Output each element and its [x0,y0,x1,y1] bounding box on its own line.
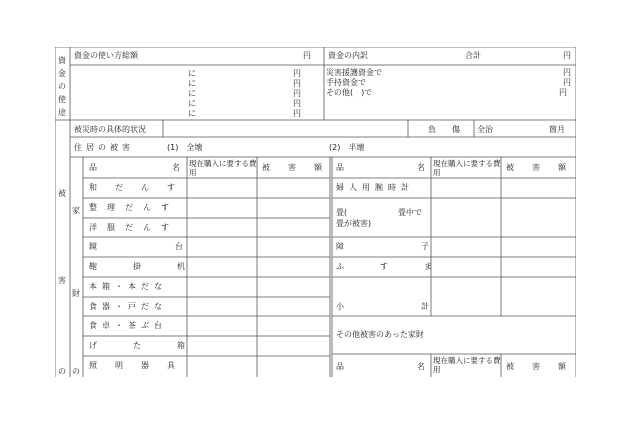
use-yen-1: 円 [293,69,301,78]
use-ni-2: に [188,79,196,88]
item-youfukudansu: 洋服だんす [89,223,179,232]
dwelling-option-1: (1) 全壊 [167,143,203,152]
full-recovery-label: 全治 [477,125,493,134]
other-fund-yen: 円 [559,88,567,97]
use-yen-4: 円 [293,99,301,108]
use-ni-5: に [188,109,196,118]
item-shoji: 障 [336,242,344,251]
damage-char-3: の [58,367,66,376]
right-header2-item: 品 [336,362,344,371]
total-label: 合計 [465,51,481,60]
other-household-label: その他被害のあった家財 [336,330,424,339]
left-header-item: 品 [89,163,97,172]
item-honbako: 本箱・本だな [89,282,167,291]
use-yen-2: 円 [293,79,301,88]
item-tatami-b: 畳中で [398,208,422,217]
item-wadansu: 和だんす [89,183,193,192]
own-fund-label: 手持資金で [326,78,366,87]
damage-char-2: 害 [58,276,66,285]
item-shokutaku: 食卓・茶ぶ台 [89,321,167,330]
item-kakezukue: 鞄掛机 [89,262,221,271]
left-header-damage: 被 害 額 [262,163,327,172]
item-getabako: げた箱 [89,341,221,350]
item-seiridansu: 整理だんす [89,203,179,212]
usage-side-label: 資金の使途 [58,56,66,117]
use-yen-3: 円 [293,89,301,98]
item-watch: 婦人用腕時計 [336,183,414,192]
disaster-fund-yen: 円 [563,68,571,77]
other-fund-label: その他( )で [326,88,373,97]
item-fusuma: ふ す ま [336,262,446,271]
item-tatami-a: 畳( [336,208,348,217]
injury-label: 負 傷 [428,125,460,134]
use-amount-yen: 円 [303,51,311,60]
kazai-char-3: の [72,367,80,376]
left-header-name: 名 [172,163,180,172]
item-tatami-c: 畳が被害) [336,219,372,228]
left-header-cost: 現在購入に要する費用 [189,159,257,177]
right-header2-damage: 被 害 額 [506,362,571,371]
item-kyoudai: 鏡台 [89,242,261,251]
item-shokei-2: 計 [421,302,429,311]
right-header-cost: 現在購入に要する費用 [433,159,501,177]
situation-label: 被災時の具体的状況 [74,125,146,134]
months-label: 箇月 [549,125,565,134]
total-yen: 円 [563,51,571,60]
right-header2-name: 名 [417,362,425,371]
kazai-char-1: 家 [72,206,80,215]
right-header-name: 名 [417,163,425,172]
damage-char-1: 被 [58,189,66,198]
item-shokei: 小 [336,302,344,311]
right-header2-cost: 現在購入に要する費用 [433,356,501,374]
kazai-char-2: 財 [72,289,80,298]
use-yen-5: 円 [293,109,301,118]
right-header-damage: 被 害 額 [506,163,571,172]
item-shoumei: 照明器具 [89,361,193,370]
breakdown-label: 資金の内訳 [328,51,368,60]
own-fund-yen: 円 [563,78,571,87]
use-ni-3: に [188,89,196,98]
application-form [55,47,576,377]
use-ni-4: に [188,99,196,108]
dwelling-option-2: (2) 半壊 [329,143,365,152]
disaster-fund-label: 災害援護資金で [326,68,382,77]
use-ni-1: に [188,69,196,78]
use-amount-label: 資金の使い方総額 [74,51,138,60]
right-header-item: 品 [336,163,344,172]
dwelling-label: 住居の被害 [74,143,134,152]
item-shoji-2: 子 [421,242,429,251]
item-shokki: 食器・戸だな [89,302,167,311]
